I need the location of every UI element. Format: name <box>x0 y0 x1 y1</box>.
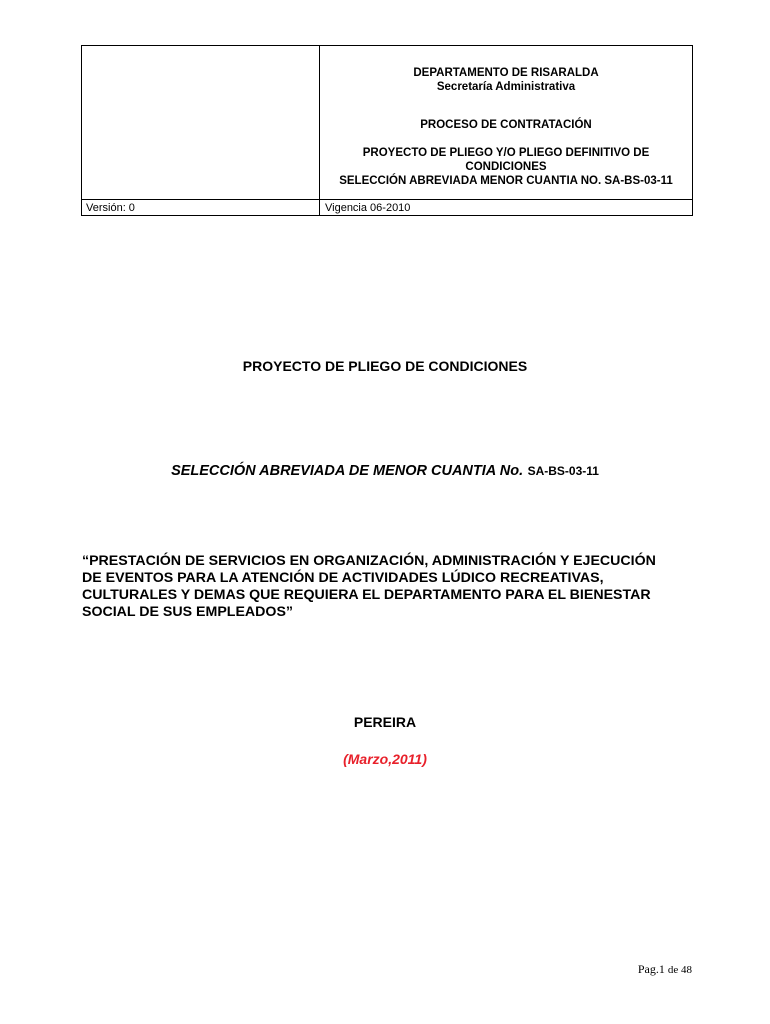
header-table <box>81 45 693 216</box>
contract-object <box>82 553 692 621</box>
selection-heading <box>0 462 770 480</box>
department-name: DEPARTAMENTO DE RISARALDA <box>413 67 599 79</box>
project-line-1: PROYECTO DE PLIEGO Y/O PLIEGO DEFINITIVO DE <box>362 147 650 159</box>
document-title: PROYECTO DE PLIEGO DE CONDICIONES <box>242 358 528 374</box>
process-name: PROCESO DE CONTRATACIÓN <box>420 119 592 131</box>
project-line-2: CONDICIONES <box>465 161 547 173</box>
selection-label: SELECCIÓN ABREVIADA DE MENOR CUANTIA No. <box>171 463 524 479</box>
header-divider <box>82 199 692 200</box>
object-line-4: SOCIAL DE SUS EMPLEADOS” <box>82 604 294 620</box>
object-line-2: DE EVENTOS PARA LA ATENCIÓN DE ACTIVIDADES LÚDICO RECREATIVAS, <box>82 570 604 586</box>
validity-label: Vigencia 06-2010 <box>325 202 411 214</box>
object-line-3: CULTURALES Y DEMAS QUE REQUIERA EL DEPARTAMENTO PARA EL BIENESTAR <box>82 587 651 603</box>
page-number <box>638 962 692 977</box>
secretariat-name: Secretaría Administrativa <box>436 81 576 93</box>
object-line-1: “PRESTACIÓN DE SERVICIOS EN ORGANIZACIÓN, ADMINISTRACIÓN Y EJECUCIÓN <box>82 553 656 569</box>
page-number-current: Pag.1 <box>637 962 665 976</box>
document-date: (Marzo,2011) <box>343 751 427 767</box>
selection-number: SA-BS-03-11 <box>527 464 599 478</box>
logo-cell <box>82 46 320 215</box>
project-line-3: SELECCIÓN ABREVIADA MENOR CUANTIA NO. SA-BS-03-11 <box>339 175 673 187</box>
city-name: PEREIRA <box>353 714 417 730</box>
page-number-total: de 48 <box>667 964 692 976</box>
header-info-cell <box>320 46 692 199</box>
version-label: Versión: 0 <box>86 202 135 214</box>
